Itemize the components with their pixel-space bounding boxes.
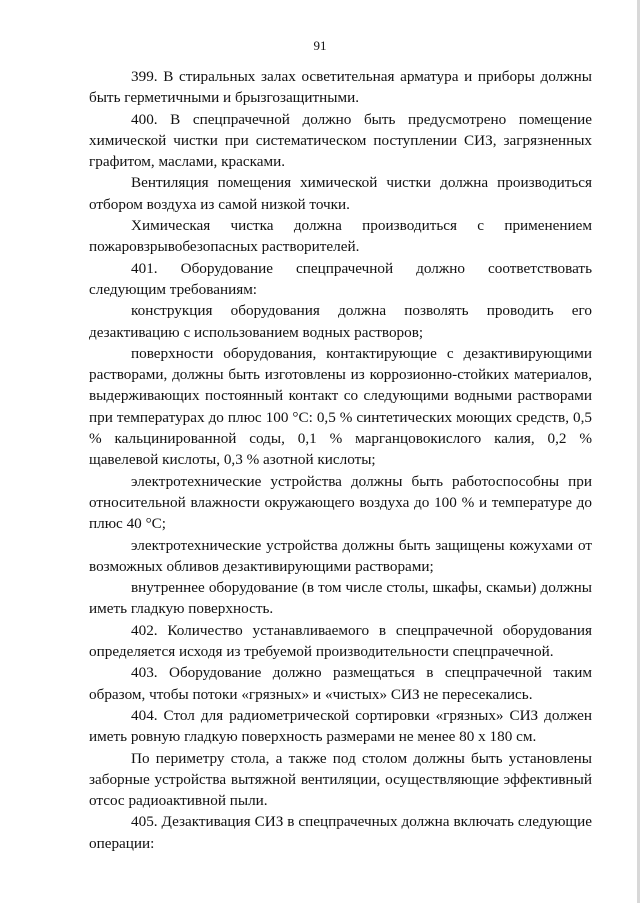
paragraph-402: 402. Количество устанавливаемого в спецпрачечной оборудования определяется исходя из требуемой производительности спецпрачечной.	[89, 621, 592, 661]
paragraph-ventilation: Вентиляция помещения химической чистки должна производиться отбором воздуха из самой низкой точки.	[89, 174, 592, 213]
document-body	[89, 66, 592, 854]
paragraph-399: 399. В стиральных залах осветительная арматура и приборы должны быть герметичными и брызгозащитными.	[89, 68, 592, 107]
paragraph-403: 403. Оборудование должно размещаться в спецпрачечной таким образом, чтобы потоки «грязных» и «чистых» СИЗ не пересекались.	[89, 664, 592, 703]
paragraph-401: 401. Оборудование спецпрачечной должно соответствовать следующим требованиям:	[89, 259, 592, 298]
paragraph-internal-equipment: внутреннее оборудование (в том числе столы, шкафы, скамьи) должны иметь гладкую поверхность.	[89, 579, 592, 618]
paragraph-electrical-covers: электротехнические устройства должны быть защищены кожухами от возможных обливов дезактивирующими растворами;	[89, 536, 592, 575]
paragraph-400: 400. В спецпрачечной должно быть предусмотрено помещение химической чистки при систематическом поступлении СИЗ, загрязненных графитом, маслами, красками.	[89, 110, 592, 171]
paragraph-table-perimeter: По периметру стола, а также под столом должны быть установлены заборные устройства вытяжной вентиляции, осуществляющие эффективный отсос радиоактивной пыли.	[89, 749, 592, 810]
paragraph-404: 404. Стол для радиометрической сортировки «грязных» СИЗ должен иметь ровную гладкую поверхность размерами не менее 80 х 180 см.	[89, 706, 592, 746]
paragraph-equipment-surfaces: поверхности оборудования, контактирующие с дезактивирующими растворами, должны быть изготовлены из коррозионно-стойких материалов, выдерживающих постоянный контакт со следующими водными растворами при температурах до плюс 100 °С: 0,5 % синтетических моющих средств, 0,5 % кальцинированной соды, 0,1 % марганцовокислого калия, 0,2 % щавелевой кислоты, 0,3 % азотной кислоты;	[89, 344, 592, 469]
page-number: 91	[313, 38, 327, 53]
paragraph-chemical-cleaning: Химическая чистка должна производиться с применением пожаровзрывобезопасных растворителей.	[89, 217, 592, 256]
paragraph-405: 405. Дезактивация СИЗ в спецпрачечных должна включать следующие операции:	[89, 813, 592, 852]
paragraph-equipment-design: конструкция оборудования должна позволять проводить его дезактивацию с использованием водных растворов;	[89, 302, 592, 341]
paragraph-electrical-humidity: электротехнические устройства должны быть работоспособны при относительной влажности окружающего воздуха до 100 % и температуре до плюс 40 °С;	[89, 472, 592, 533]
